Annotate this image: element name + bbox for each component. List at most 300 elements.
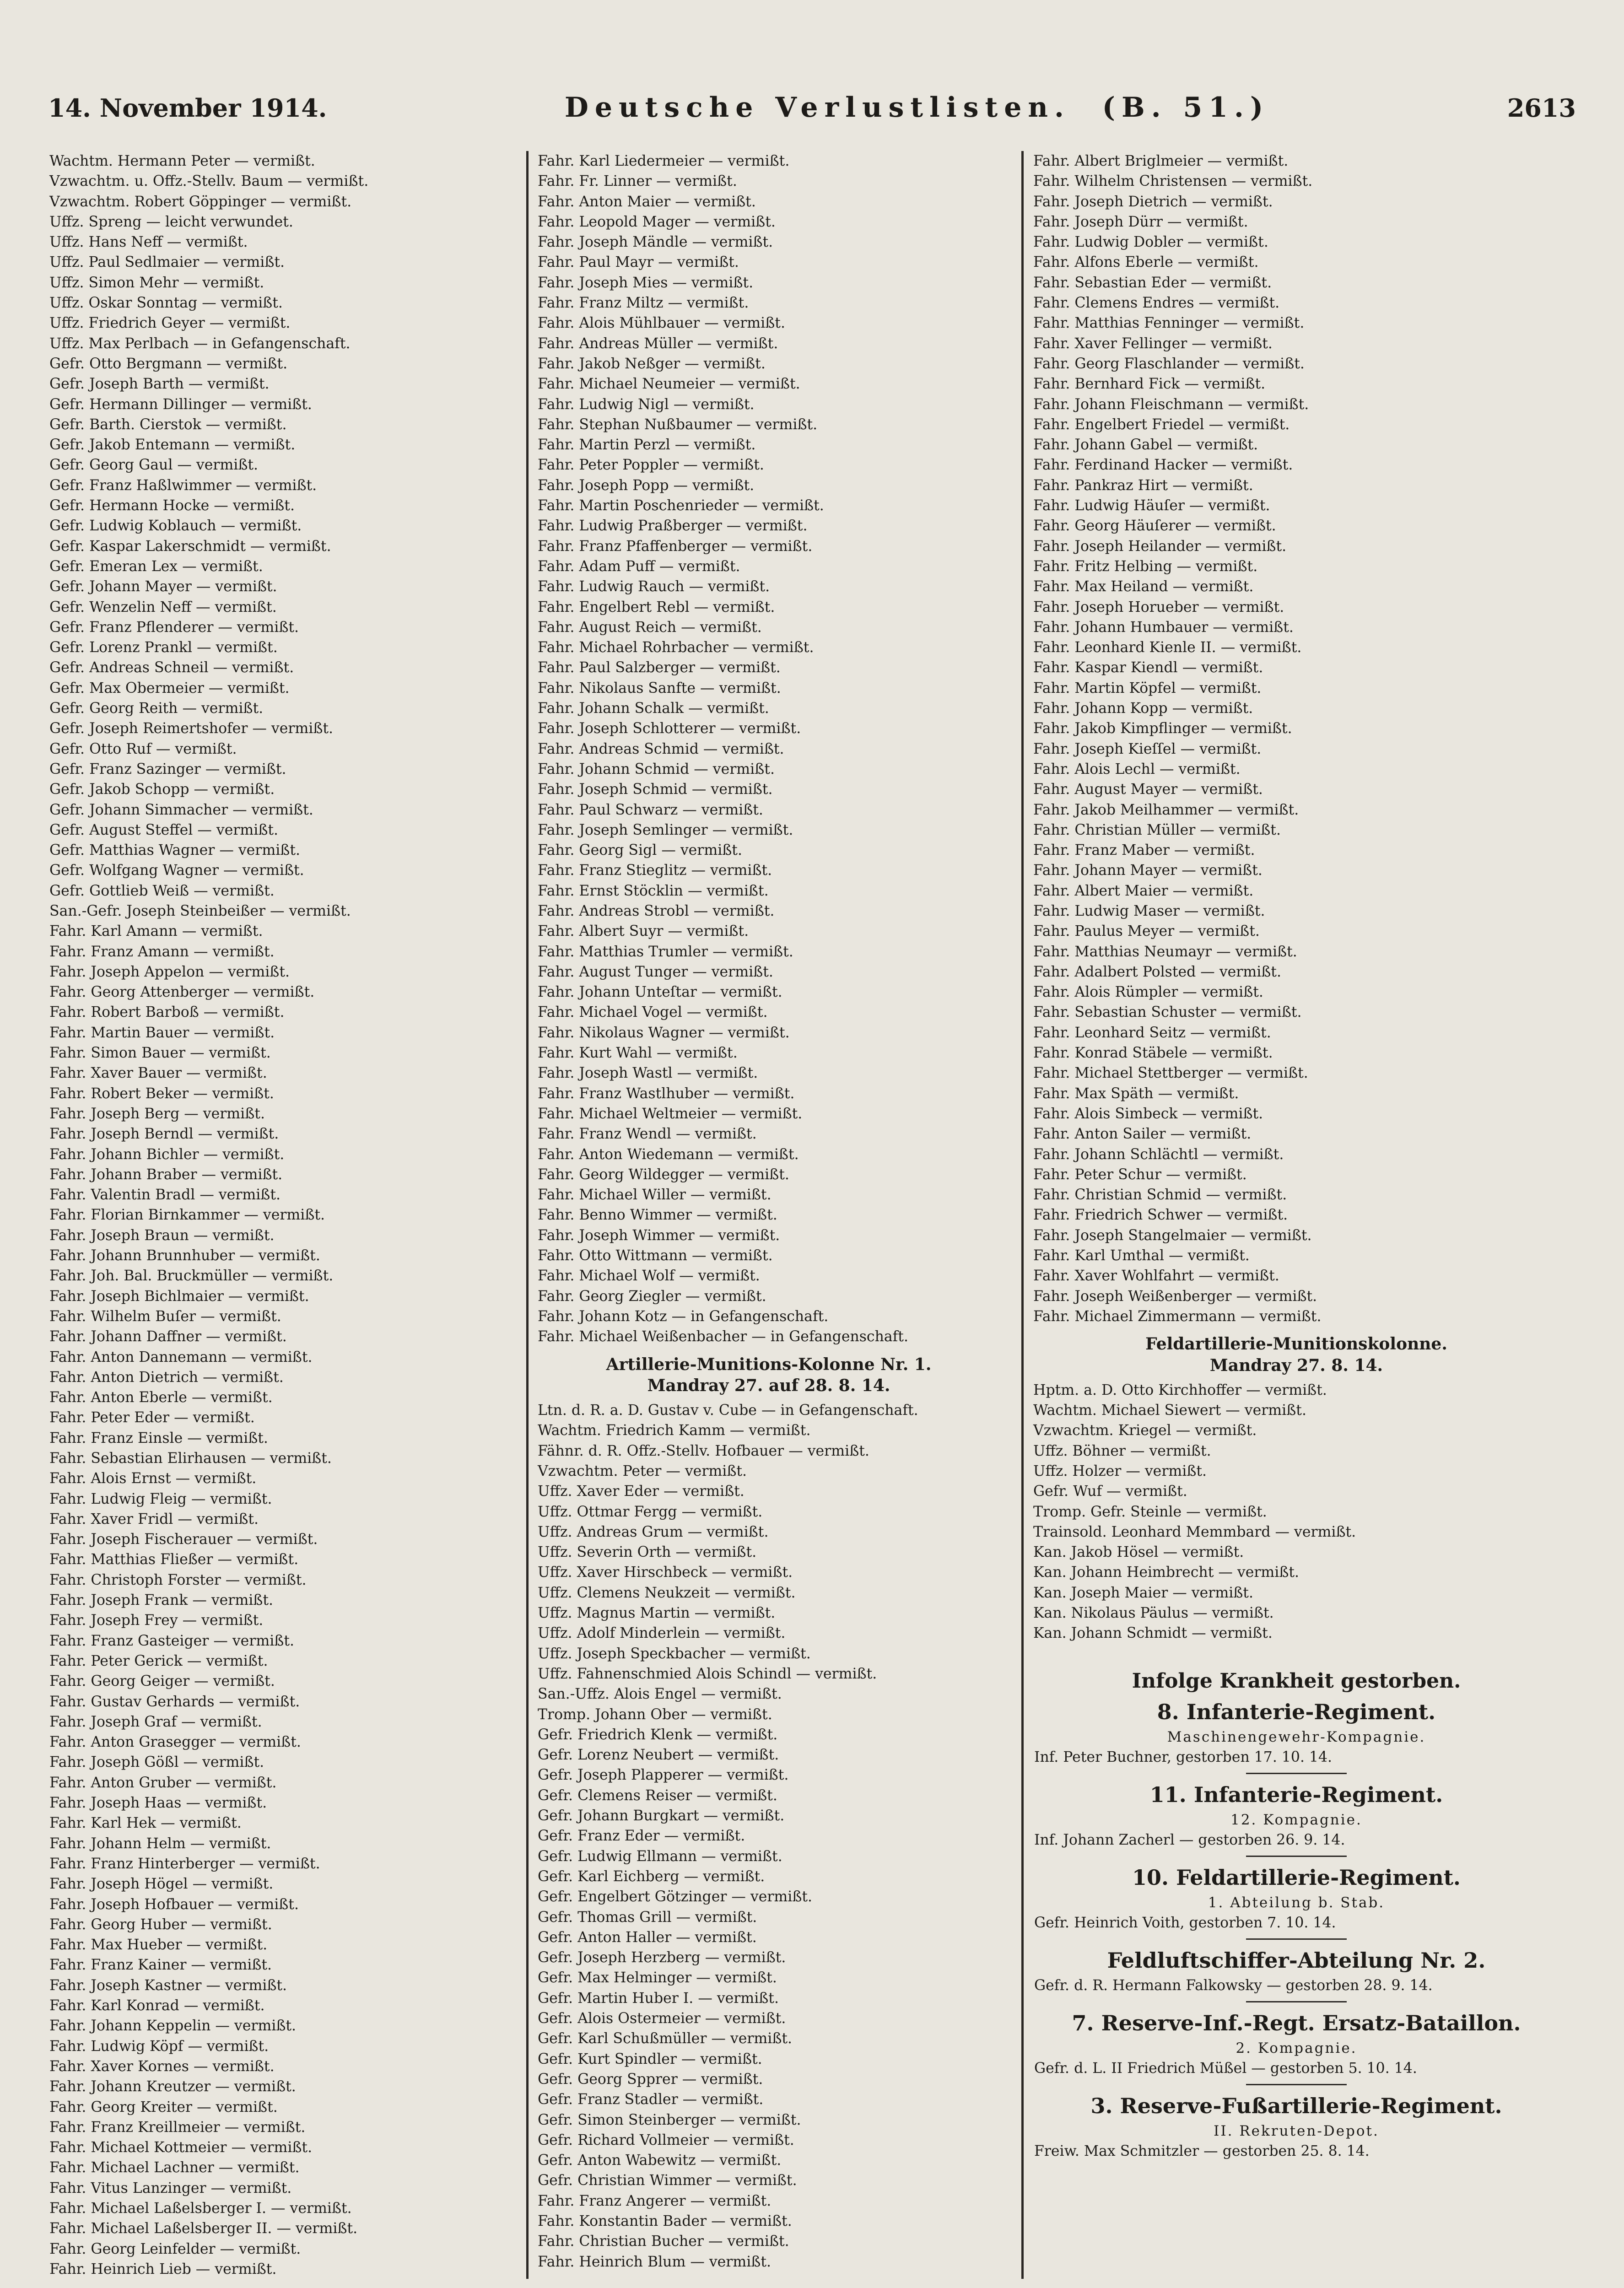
list-item: Fahr. Matthias Fließer — vermißt.	[49, 1551, 299, 1568]
regiment-entry: Gefr. Heinrich Voith, gestorben 7. 10. 14.	[1034, 1914, 1336, 1931]
list-item: Fahr. Joseph Popp — vermißt.	[538, 477, 755, 494]
list-item: Fahr. Joseph Semlinger — vermißt.	[538, 821, 793, 838]
list-item: Fahr. Paul Schwarz — vermißt.	[538, 801, 763, 818]
list-item: Gefr. Anton Wabewitz — vermißt.	[538, 2152, 782, 2169]
list-item: Fahr. Johann Bichler — vermißt.	[49, 1146, 285, 1163]
list-item: Fahr. Ludwig Rauch — vermißt.	[538, 578, 770, 595]
list-item: Fahr. Ludwig Nigl — vermißt.	[538, 396, 755, 413]
list-item: Fahr. Wilhelm Buſer — vermißt.	[49, 1308, 281, 1325]
list-item: Fahr. Paul Mayr — vermißt.	[538, 254, 739, 271]
list-item: Wachtm. Hermann Peter — vermißt.	[49, 153, 315, 169]
list-item: Gefr. Johann Burgkart — vermißt.	[538, 1808, 785, 1824]
list-item: Gefr. Karl Schußmüller — vermißt.	[538, 2030, 793, 2047]
deaths-heading: Infolge Krankheit gestorben.	[1132, 1669, 1461, 1693]
list-item: Fahr. Michael Laßelsberger II. — vermißt.	[49, 2220, 358, 2237]
list-item: Gefr. Wolfgang Wagner — vermißt.	[49, 862, 304, 879]
list-item: Fahr. Georg Sigl — vermißt.	[538, 842, 742, 859]
regiment-unit: Maschinengewehr-Kompagnie.	[1167, 1728, 1426, 1745]
list-item: Fahr. Andreas Schmid — vermißt.	[538, 740, 784, 757]
deaths-list	[1033, 1697, 1559, 2161]
list-item: Vzwachtm. Robert Göppinger — vermißt.	[49, 193, 352, 210]
list-item: Fahr. Joseph Kastner — vermißt.	[49, 1977, 287, 1994]
list-item: Fahr. Johann Fleischmann — vermißt.	[1033, 396, 1309, 413]
column-3-list	[1033, 151, 1559, 1327]
list-item: Tromp. Gefr. Steinle — vermißt.	[1033, 1503, 1267, 1520]
list-item: Fahr. Franz Kainer — vermißt.	[49, 1957, 272, 1974]
list-item: Gefr. Clemens Reiser — vermißt.	[538, 1787, 777, 1804]
list-item: Fahr. Adalbert Polsted — vermißt.	[1033, 963, 1281, 980]
list-item: Fahr. Joseph Wastl — vermißt.	[538, 1065, 758, 1082]
list-item: Fahr. Bernhard Fick — vermißt.	[1033, 376, 1266, 393]
list-item: Kan. Nikolaus Päulus — vermißt.	[1033, 1605, 1274, 1622]
list-item: Fahr. Joh. Bal. Bruckmüller — vermißt.	[49, 1268, 334, 1284]
regiment-entry: Inf. Peter Buchner, gestorben 17. 10. 14.	[1034, 1748, 1333, 1765]
list-item: Uffz. Adolf Minderlein — vermißt.	[538, 1625, 786, 1642]
list-item: Uffz. Andreas Grum — vermißt.	[538, 1523, 769, 1540]
list-item: Fahr. Sebastian Schuster — vermißt.	[1033, 1004, 1302, 1021]
list-item: Gefr. Gottlieb Weiß — vermißt.	[49, 882, 275, 899]
list-item: Fahr. Joseph Frank — vermißt.	[49, 1592, 274, 1609]
list-item: Gefr. Franz Stadler — vermißt.	[538, 2091, 764, 2108]
list-item: Fahr. Stephan Nußbaumer — vermißt.	[538, 416, 818, 433]
list-item: Fahr. Johann Mayer — vermißt.	[1033, 862, 1263, 879]
list-item: Fahr. Karl Hek — vermißt.	[49, 1815, 242, 1832]
list-item: Gefr. Thomas Grill — vermißt.	[538, 1909, 757, 1926]
list-item: Fahr. Ludwig Köpf — vermißt.	[49, 2038, 269, 2055]
regiment-unit: 2. Kompagnie.	[1236, 2040, 1357, 2056]
list-item: Uffz. Paul Sedlmaier — vermißt.	[49, 254, 285, 271]
regiment-title: 11. Infanterie-Regiment.	[1149, 1782, 1443, 1807]
list-item: Fahr. Nikolaus Wagner — vermißt.	[538, 1024, 790, 1041]
list-item: Fahr. Michael Zimmermann — vermißt.	[1033, 1308, 1322, 1325]
list-item: Fahr. Jakob Neßger — vermißt.	[538, 355, 766, 372]
list-item: Fahr. Georg Geiger — vermißt.	[49, 1673, 275, 1690]
list-item: Fahr. Joseph Berndl — vermißt.	[49, 1126, 279, 1143]
list-item: Uffz. Joseph Speckbacher — vermißt.	[538, 1645, 811, 1662]
list-item: Wachtm. Friedrich Kamm — vermißt.	[538, 1422, 811, 1439]
list-item: Fahr. Martin Perzl — vermißt.	[538, 437, 756, 453]
list-item: Fahr. Konstantin Bader — vermißt.	[538, 2212, 792, 2229]
list-item: Fahr. Georg Huber — vermißt.	[49, 1916, 272, 1933]
list-item: Fahr. Joseph Gößl — vermißt.	[49, 1754, 264, 1771]
list-item: Fahr. Sebastian Eder — vermißt.	[1033, 274, 1272, 291]
list-item: Fahr. Alois Rümpler — vermißt.	[1033, 984, 1263, 1001]
list-item: Uffz. Hans Neff — vermißt.	[49, 234, 248, 251]
list-item: Kan. Joseph Maier — vermißt.	[1033, 1584, 1253, 1601]
list-item: Fahr. Ferdinand Hacker — vermißt.	[1033, 457, 1293, 474]
list-item: Gefr. Hermann Hocke — vermißt.	[49, 497, 295, 514]
list-item: Fahr. Johann Braber — vermißt.	[49, 1166, 283, 1183]
list-item: Fahr. Sebastian Elirhausen — vermißt.	[49, 1450, 332, 1467]
list-item: Vzwachtm. Kriegel — vermißt.	[1033, 1422, 1257, 1439]
list-item: Fahr. Konrad Stäbele — vermißt.	[1033, 1045, 1273, 1062]
list-item: Fahr. Joseph Graf — vermißt.	[49, 1713, 262, 1730]
list-item: Fahr. Matthias Fenninger — vermißt.	[1033, 315, 1305, 332]
list-item: Fahr. Andreas Müller — vermißt.	[538, 335, 778, 352]
list-item: Gefr. Joseph Plapperer — vermißt.	[538, 1767, 789, 1784]
list-item: Fahr. Ludwig Häuſer — vermißt.	[1033, 497, 1270, 514]
list-item: Uffz. Simon Mehr — vermißt.	[49, 274, 264, 291]
list-item: Fahr. Albert Briglmeier — vermißt.	[1033, 153, 1289, 169]
list-item: Gefr. Emeran Lex — vermißt.	[49, 558, 263, 575]
list-item: Fahr. Xaver Fridl — vermißt.	[49, 1511, 259, 1527]
list-item: Fahr. Anton Sailer — vermißt.	[1033, 1126, 1252, 1143]
list-item: Uffz. Spreng — leicht verwundet.	[49, 213, 293, 230]
list-item: Fahr. Franz Amann — vermißt.	[49, 943, 275, 960]
list-item: Fahr. Vitus Lanzinger — vermißt.	[49, 2180, 292, 2196]
list-item: Gefr. Joseph Reimertshofer — vermißt.	[49, 720, 334, 737]
list-item: Kan. Johann Heimbrecht — vermißt.	[1033, 1564, 1300, 1581]
divider	[1246, 1938, 1347, 1940]
header-issue: (B. 51.)	[1102, 92, 1270, 124]
regiment-block	[1033, 1773, 1559, 1850]
regiment-block	[1033, 1938, 1559, 1996]
list-item: Gefr. Franz Haßlwimmer — vermißt.	[49, 477, 317, 494]
list-item: Gefr. Lorenz Prankl — vermißt.	[49, 639, 278, 656]
list-item: Gefr. Ludwig Koblauch — vermißt.	[49, 518, 302, 534]
column-2-list	[538, 151, 1000, 1347]
section-subheading: Mandray 27. auf 28. 8. 14.	[647, 1376, 890, 1395]
list-item: Gefr. Andreas Schneil — vermißt.	[49, 659, 294, 676]
list-item: Fahr. Simon Bauer — vermißt.	[49, 1045, 271, 1062]
list-item: Fahr. Peter Poppler — vermißt.	[538, 457, 764, 474]
list-item: Gefr. Georg Spprer — vermißt.	[538, 2071, 763, 2088]
list-item: Fahr. Karl Amann — vermißt.	[49, 923, 263, 940]
list-item: Fahr. Joseph Mies — vermißt.	[538, 274, 754, 291]
list-item: Uffz. Severin Orth — vermißt.	[538, 1544, 757, 1561]
list-item: San.-Gefr. Joseph Steinbeißer — vermißt.	[49, 902, 351, 919]
list-item: Gefr. Franz Pflenderer — vermißt.	[49, 619, 299, 636]
list-item: Fahr. August Reich — vermißt.	[538, 619, 762, 636]
list-item: Fahr. Johann Keppelin — vermißt.	[49, 2018, 297, 2034]
list-item: Fahr. Alois Simbeck — vermißt.	[1033, 1105, 1263, 1122]
list-item: Fahr. Anton Dannemann — vermißt.	[49, 1349, 313, 1365]
list-item: Gefr. Wenzelin Neff — vermißt.	[49, 599, 277, 615]
list-item: Fahr. Leopold Mager — vermißt.	[538, 213, 776, 230]
list-item: Gefr. Jakob Schopp — vermißt.	[49, 781, 275, 798]
list-item: Fahr. Pankraz Hirt — vermißt.	[1033, 477, 1253, 494]
list-item: Uffz. Clemens Neukzeit — vermißt.	[538, 1584, 796, 1601]
list-item: Fahr. Christian Müller — vermißt.	[1033, 821, 1281, 838]
list-item: Fahr. Joseph Heilander — vermißt.	[1033, 538, 1287, 555]
regiment-block	[1033, 1856, 1559, 1933]
list-item: Fahr. Joseph Stangelmaier — vermißt.	[1033, 1227, 1312, 1244]
list-item: Fahr. Nikolaus Sanfte — vermißt.	[538, 680, 781, 696]
list-item: Wachtm. Michael Siewert — vermißt.	[1033, 1402, 1306, 1419]
regiment-title: 3. Reserve-Fußartillerie-Regiment.	[1090, 2093, 1502, 2118]
list-item: Kan. Johann Schmidt — vermißt.	[1033, 1625, 1273, 1642]
list-item: Fahr. Michael Lachner — vermißt.	[49, 2159, 300, 2176]
list-item: Gefr. Richard Vollmeier — vermißt.	[538, 2132, 794, 2148]
list-item: Gefr. Joseph Barth — vermißt.	[49, 376, 270, 393]
list-item: Gefr. Friedrich Klenk — vermißt.	[538, 1726, 778, 1743]
list-item: Gefr. Barth. Cierstok — vermißt.	[49, 416, 287, 433]
list-item: Fähnr. d. R. Offz.-Stellv. Hofbauer — vermißt.	[538, 1442, 869, 1459]
list-item: Fahr. Alois Lechl — vermißt.	[1033, 761, 1241, 777]
list-item: Gefr. Johann Mayer — vermißt.	[49, 578, 277, 595]
regiment-block	[1033, 1697, 1559, 1767]
list-item: Fahr. Franz Wendl — vermißt.	[538, 1126, 757, 1143]
column-2	[538, 151, 1000, 2272]
list-item: Fahr. Johann Gabel — vermißt.	[1033, 437, 1258, 453]
list-item: Fahr. Max Späth — vermißt.	[1033, 1085, 1239, 1102]
regiment-block	[1033, 2084, 1559, 2161]
list-item: Fahr. Anton Gruber — vermißt.	[49, 1774, 277, 1791]
list-item: Fahr. Franz Maber — vermißt.	[1033, 842, 1255, 859]
list-item: Fahr. Max Hueber — vermißt.	[49, 1937, 268, 1953]
list-item: Fahr. Christian Bucher — vermißt.	[538, 2233, 789, 2250]
list-item: Fahr. Joseph Frey — vermißt.	[49, 1612, 264, 1629]
list-item: Gefr. Alois Ostermeier — vermißt.	[538, 2010, 786, 2027]
list-item: Fahr. Michael Wolf — vermißt.	[538, 1268, 760, 1284]
list-item: Fahr. Michael Neumeier — vermißt.	[538, 376, 800, 393]
list-item: Ltn. d. R. a. D. Gustav v. Cube — in Gefangenschaft.	[538, 1402, 918, 1419]
list-item: Fahr. Jakob Kimpflinger — vermißt.	[1033, 720, 1292, 737]
regiment-title: 7. Reserve-Inf.-Regt. Ersatz-Bataillon.	[1072, 2010, 1521, 2035]
list-item: Fahr. Michael Weltmeier — vermißt.	[538, 1105, 803, 1122]
list-item: Fahr. Franz Angerer — vermißt.	[538, 2192, 772, 2209]
list-item: Fahr. Clemens Endres — vermißt.	[1033, 295, 1280, 312]
list-item: Fahr. Anton Eberle — vermißt.	[49, 1389, 273, 1406]
list-item: Fahr. Johann Humbauer — vermißt.	[1033, 619, 1294, 636]
list-item: Fahr. Martin Bauer — vermißt.	[49, 1024, 275, 1041]
list-item: Hptm. a. D. Otto Kirchhoffer — vermißt.	[1033, 1381, 1327, 1398]
column-divider	[1021, 151, 1024, 2279]
list-item: Fahr. Georg Attenberger — vermißt.	[49, 984, 315, 1001]
regiment-title: Feldluftschiffer-Abteilung Nr. 2.	[1107, 1948, 1486, 1973]
list-item: Fahr. Xaver Fellinger — vermißt.	[1033, 335, 1273, 352]
list-item: Fahr. Kaspar Kiendl — vermißt.	[1033, 659, 1263, 676]
list-item: Fahr. Joseph Högel — vermißt.	[49, 1876, 274, 1893]
list-item: Fahr. Heinrich Blum — vermißt.	[538, 2253, 772, 2270]
list-item: Uffz. Oskar Sonntag — vermißt.	[49, 295, 283, 312]
list-item: Gefr. Wuf — vermißt.	[1033, 1483, 1187, 1500]
list-item: Fahr. Heinrich Lieb — vermißt.	[49, 2261, 277, 2277]
list-item: Gefr. Matthias Wagner — vermißt.	[49, 842, 301, 859]
list-item: Gefr. Otto Ruf — vermißt.	[49, 740, 237, 757]
list-item: Fahr. Matthias Trumler — vermißt.	[538, 943, 793, 960]
list-item: Gefr. Kaspar Lakerschmidt — vermißt.	[49, 538, 331, 555]
regiment-entry: Gefr. d. R. Hermann Falkowsky — gestorben 28. 9. 14.	[1034, 1977, 1433, 1994]
list-item: Fahr. Ludwig Fleig — vermißt.	[49, 1490, 272, 1507]
list-item: Gefr. Franz Eder — vermißt.	[538, 1828, 745, 1845]
list-item: Fahr. Paulus Meyer — vermißt.	[1033, 923, 1260, 940]
list-item: Fahr. Fr. Linner — vermißt.	[538, 173, 737, 190]
list-item: Fahr. Michael Stettberger — vermißt.	[1033, 1065, 1308, 1082]
list-item: Gefr. Anton Haller — vermißt.	[538, 1929, 757, 1946]
divider	[1246, 2001, 1347, 2002]
list-item: Fahr. Xaver Kornes — vermißt.	[49, 2058, 275, 2075]
list-item: Fahr. Michael Willer — vermißt.	[538, 1187, 772, 1203]
list-item: Gefr. Kurt Spindler — vermißt.	[538, 2051, 762, 2067]
list-item: Fahr. Franz Wastlhuber — vermißt.	[538, 1085, 795, 1102]
list-item: Fahr. Franz Gasteiger — vermißt.	[49, 1632, 295, 1649]
list-item: Fahr. Karl Liedermeier — vermißt.	[538, 153, 790, 169]
header-date: 14. November 1914.	[48, 93, 327, 123]
list-item: Fahr. Martin Poschenrieder — vermißt.	[538, 497, 824, 514]
list-item: Uffz. Böhner — vermißt.	[1033, 1442, 1211, 1459]
list-item: Gefr. Max Obermeier — vermißt.	[49, 680, 290, 696]
column-divider	[526, 151, 529, 2279]
regiment-title: 10. Feldartillerie-Regiment.	[1132, 1865, 1461, 1890]
list-item: Tromp. Johann Ober — vermißt.	[538, 1706, 772, 1723]
section-subheading: Mandray 27. 8. 14.	[1209, 1355, 1383, 1375]
list-item: Fahr. Engelbert Friedel — vermißt.	[1033, 416, 1290, 433]
list-item: Fahr. Joseph Haas — vermißt.	[49, 1795, 267, 1812]
list-item: Fahr. Ludwig Maser — vermißt.	[1033, 902, 1265, 919]
list-item: Fahr. Johann Kreutzer — vermißt.	[49, 2078, 296, 2095]
list-item: Fahr. Jakob Meilhammer — vermißt.	[1033, 801, 1299, 818]
column-1	[49, 151, 512, 2279]
list-item: Fahr. Anton Maier — vermißt.	[538, 193, 756, 210]
list-item: Fahr. Xaver Bauer — vermißt.	[49, 1065, 267, 1082]
list-item: Fahr. Joseph Schmid — vermißt.	[538, 781, 773, 798]
list-item: Fahr. Albert Maier — vermißt.	[1033, 882, 1254, 899]
list-item: Uffz. Xaver Hirschbeck — vermißt.	[538, 1564, 793, 1581]
regiment-unit: 12. Kompagnie.	[1230, 1811, 1362, 1828]
list-item: Fahr. Joseph Hofbauer — vermißt.	[49, 1896, 299, 1913]
list-item: Fahr. Otto Wittmann — vermißt.	[538, 1247, 773, 1264]
list-item: Fahr. Franz Einsle — vermißt.	[49, 1430, 268, 1446]
list-item: Fahr. Peter Schur — vermißt.	[1033, 1166, 1247, 1183]
regiment-entry: Freiw. Max Schmitzler — gestorben 25. 8. 14.	[1034, 2142, 1370, 2159]
list-item: Fahr. Joseph Dürr — vermißt.	[1033, 213, 1248, 230]
list-item: Fahr. Valentin Bradl — vermißt.	[49, 1187, 281, 1203]
list-item: Fahr. Johann Schalk — vermißt.	[538, 700, 769, 717]
list-item: Uffz. Max Perlbach — in Gefangenschaft.	[49, 335, 351, 352]
list-item: Fahr. Georg Kreiter — vermißt.	[49, 2099, 278, 2115]
list-item: Fahr. Johann Kotz — in Gefangenschaft.	[538, 1308, 829, 1325]
list-item: Fahr. Joseph Wimmer — vermißt.	[538, 1227, 780, 1244]
list-item: Fahr. Christoph Forster — vermißt.	[49, 1571, 307, 1588]
list-item: Fahr. Joseph Berg — vermißt.	[49, 1105, 265, 1122]
list-item: Fahr. Johann Kopp — vermißt.	[1033, 700, 1253, 717]
list-item: Fahr. Georg Flaschlander — vermißt.	[1033, 355, 1305, 372]
list-item: Fahr. Joseph Bichlmaier — vermißt.	[49, 1288, 309, 1305]
regiment-block	[1033, 2001, 1559, 2078]
section-list	[538, 1400, 1000, 2272]
list-item: Fahr. Michael Laßelsberger I. — vermißt.	[49, 2200, 352, 2217]
list-item: Fahr. Joseph Schlotterer — vermißt.	[538, 720, 801, 737]
list-item: Fahr. Engelbert Rebl — vermißt.	[538, 599, 775, 615]
list-item: Fahr. Peter Eder — vermißt.	[49, 1409, 255, 1426]
list-item: Fahr. Joseph Dietrich — vermißt.	[1033, 193, 1273, 210]
list-item: Fahr. Joseph Braun — vermißt.	[49, 1227, 275, 1244]
list-item: Gefr. Georg Reith — vermißt.	[49, 700, 264, 717]
list-item: Fahr. Robert Barboß — vermißt.	[49, 1004, 285, 1021]
list-item: Fahr. August Tunger — vermißt.	[538, 963, 773, 980]
list-item: Fahr. Anton Wiedemann — vermißt.	[538, 1146, 799, 1163]
list-item: Fahr. Fritz Helbing — vermißt.	[1033, 558, 1258, 575]
list-item: Uffz. Holzer — vermißt.	[1033, 1463, 1207, 1479]
list-item: Fahr. Michael Weißenbacher — in Gefangenschaft.	[538, 1328, 908, 1345]
list-item: Gefr. Lorenz Neubert — vermißt.	[538, 1747, 779, 1764]
regiment-unit: 1. Abteilung b. Stab.	[1208, 1894, 1385, 1911]
section-heading: Artillerie-Munitions-Kolonne Nr. 1.	[606, 1354, 932, 1374]
list-item: Fahr. Karl Konrad — vermißt.	[49, 1997, 265, 2014]
list-item: Trainsold. Leonhard Memmbard — vermißt.	[1033, 1523, 1356, 1540]
list-item: Kan. Jakob Hösel — vermißt.	[1033, 1544, 1244, 1561]
list-item: Fahr. Franz Miltz — vermißt.	[538, 295, 749, 312]
list-item: Fahr. Ludwig Dobler — vermißt.	[1033, 234, 1268, 251]
list-item: Fahr. Benno Wimmer — vermißt.	[538, 1207, 777, 1224]
section-list	[1033, 1380, 1559, 1644]
list-item: Fahr. Ernst Stöcklin — vermißt.	[538, 882, 769, 899]
list-item: Fahr. Michael Rohrbacher — vermißt.	[538, 639, 814, 656]
list-item: Fahr. Christian Schmid — vermißt.	[1033, 1187, 1287, 1203]
list-item: Fahr. Matthias Neumayr — vermißt.	[1033, 943, 1297, 960]
list-item: Fahr. August Mayer — vermißt.	[1033, 781, 1263, 798]
divider	[1246, 1773, 1347, 1774]
list-item: Fahr. Kurt Wahl — vermißt.	[538, 1045, 738, 1062]
list-item: Fahr. Joseph Appelon — vermißt.	[49, 963, 290, 980]
list-item: Fahr. Johann Helm — vermißt.	[49, 1835, 271, 1852]
list-item: Vzwachtm. Peter — vermißt.	[538, 1463, 747, 1479]
list-item: Fahr. Martin Köpfel — vermißt.	[1033, 680, 1262, 696]
list-item: Fahr. Anton Grasegger — vermißt.	[49, 1734, 301, 1751]
list-item: San.-Uffz. Alois Engel — vermißt.	[538, 1686, 782, 1703]
list-item: Fahr. Joseph Horueber — vermißt.	[1033, 599, 1284, 615]
list-item: Uffz. Ottmar Fergg — vermißt.	[538, 1503, 763, 1520]
list-item: Fahr. Franz Stieglitz — vermißt.	[538, 862, 772, 879]
list-item: Fahr. Johann Daffner — vermißt.	[49, 1328, 287, 1345]
divider	[1246, 1856, 1347, 1857]
list-item: Gefr. Karl Eichberg — vermißt.	[538, 1868, 765, 1885]
regiment-title: 8. Infanterie-Regiment.	[1157, 1699, 1436, 1724]
list-item: Fahr. Karl Umthal — vermißt.	[1033, 1247, 1250, 1264]
regiment-entry: Inf. Johann Zacherl — gestorben 26. 9. 14.	[1034, 1831, 1345, 1848]
list-item: Fahr. Franz Hinterberger — vermißt.	[49, 1855, 320, 1872]
list-item: Fahr. Joseph Fischerauer — vermißt.	[49, 1531, 318, 1548]
list-item: Fahr. Georg Ziegler — vermißt.	[538, 1288, 766, 1305]
list-item: Fahr. Franz Kreillmeier — vermißt.	[49, 2119, 306, 2136]
list-item: Fahr. Georg Häuſerer — vermißt.	[1033, 518, 1276, 534]
list-item: Fahr. Alois Mühlbauer — vermißt.	[538, 315, 785, 332]
list-item: Fahr. Alfons Eberle — vermißt.	[1033, 254, 1259, 271]
list-item: Uffz. Magnus Martin — vermißt.	[538, 1605, 776, 1622]
list-item: Gefr. Franz Sazinger — vermißt.	[49, 761, 286, 777]
list-item: Fahr. Johann Unteſtar — vermißt.	[538, 984, 782, 1001]
list-item: Fahr. Andreas Strobl — vermißt.	[538, 902, 775, 919]
list-item: Fahr. Johann Schlächtl — vermißt.	[1033, 1146, 1284, 1163]
list-item: Gefr. Max Helminger — vermißt.	[538, 1970, 777, 1986]
list-item: Fahr. Franz Pfaffenberger — vermißt.	[538, 538, 813, 555]
list-item: Fahr. Gustav Gerhards — vermißt.	[49, 1693, 300, 1710]
list-item: Fahr. Joseph Mändle — vermißt.	[538, 234, 773, 251]
list-item: Gefr. Johann Simmacher — vermißt.	[49, 801, 313, 818]
list-item: Gefr. Otto Bergmann — vermißt.	[49, 355, 288, 372]
list-item: Gefr. August Steffel — vermißt.	[49, 821, 279, 838]
list-item: Fahr. Joseph Weißenberger — vermißt.	[1033, 1288, 1317, 1305]
list-item: Fahr. Leonhard Kienle II. — vermißt.	[1033, 639, 1302, 656]
list-item: Gefr. Georg Gaul — vermißt.	[49, 457, 259, 474]
list-item: Fahr. Friedrich Schwer — vermißt.	[1033, 1207, 1288, 1224]
list-item: Vzwachtm. u. Offz.-Stellv. Baum — vermißt.	[49, 173, 369, 190]
list-item: Fahr. Georg Wildegger — vermißt.	[538, 1166, 789, 1183]
list-item: Fahr. Albert Suyr — vermißt.	[538, 923, 749, 940]
regiment-entry: Gefr. d. L. II Friedrich Müßel — gestorben 5. 10. 14.	[1034, 2060, 1417, 2077]
list-item: Fahr. Alois Ernst — vermißt.	[49, 1470, 257, 1487]
header-page-number: 2613	[1507, 93, 1576, 123]
list-item: Fahr. Georg Leinfelder — vermißt.	[49, 2240, 301, 2257]
list-item: Gefr. Hermann Dillinger — vermißt.	[49, 396, 312, 413]
list-item: Fahr. Wilhelm Christensen — vermißt.	[1033, 173, 1313, 190]
list-item: Gefr. Engelbert Götzinger — vermißt.	[538, 1889, 813, 1905]
list-item: Fahr. Florian Birnkammer — vermißt.	[49, 1207, 325, 1224]
list-item: Fahr. Paul Salzberger — vermißt.	[538, 659, 781, 676]
header-title-text: Deutsche Verlustlisten.	[564, 92, 1070, 124]
list-item: Gefr. Ludwig Ellmann — vermißt.	[538, 1848, 782, 1865]
